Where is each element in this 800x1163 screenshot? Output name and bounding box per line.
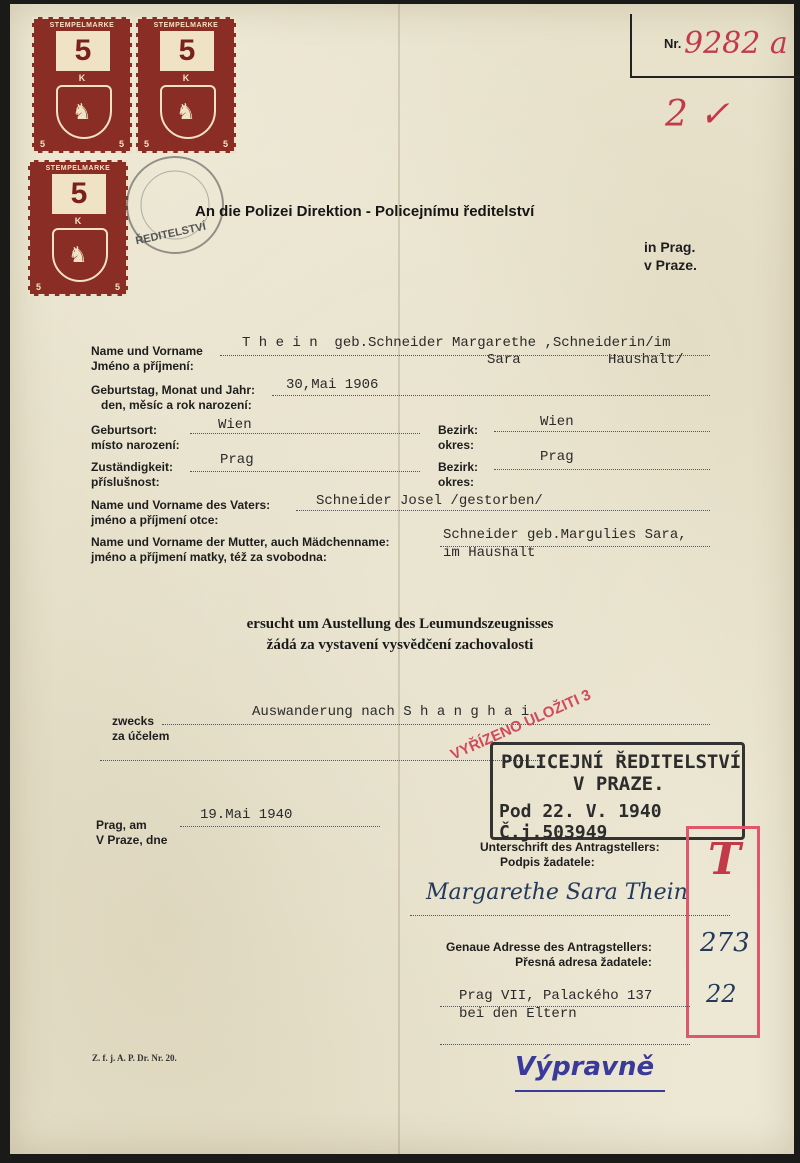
name-label [91, 344, 203, 374]
fold-line [398, 4, 400, 1154]
place-district-cz: okres: [438, 438, 475, 452]
request-heading [150, 616, 650, 654]
stamp-corner: 5 [144, 139, 150, 149]
mother-label [91, 535, 390, 565]
date-line [180, 826, 380, 827]
domicile-label [91, 460, 173, 490]
address-label [446, 940, 652, 970]
revenue-stamp [28, 160, 128, 296]
birth-line [272, 395, 710, 396]
stamp-top-text: STEMPELMARKE [49, 22, 115, 29]
signature-line [410, 915, 730, 916]
purpose-label-de: zwecks [112, 714, 155, 728]
birth-value: 30,Mai 1906 [286, 377, 379, 393]
mother-label-cz: jméno a příjmení matky, též za svobodna: [91, 550, 327, 564]
father-label [91, 498, 270, 528]
page-title: An die Polizei Direktion - Policejnímu ředitelství [195, 203, 535, 220]
stamp-top-text: STEMPELMARKE [45, 165, 111, 172]
nr-label: Nr. [664, 36, 682, 51]
name-value-3: Haushalt/ [608, 352, 684, 368]
domicile-district-de: Bezirk: [438, 460, 479, 474]
police-stamp-line2: V PRAZE. [573, 773, 665, 795]
stamp-value: 5 [52, 174, 106, 214]
place-label-de: Geburtsort: [91, 423, 157, 437]
birth-label-de: Geburtstag, Monat und Jahr: [91, 383, 256, 397]
red-stamp: VYŘÍZENO ULOŽITI 3 [448, 686, 594, 764]
revenue-stamp [32, 17, 132, 153]
birth-label-cz: den, měsíc a rok narození: [101, 398, 252, 412]
vypravne-stamp: Výpravně [515, 1052, 655, 1082]
mother-line [440, 546, 710, 547]
address-line [440, 1006, 690, 1007]
nr-value: 9282 a [684, 26, 788, 61]
domicile-label-cz: příslušnost: [91, 475, 160, 489]
red-mark-number-2: 22 [706, 980, 737, 1008]
domicile-district-line [494, 469, 710, 470]
name-value-2: Sara [487, 352, 521, 368]
name-line [220, 355, 710, 356]
domicile-district-value: Prag [540, 449, 574, 465]
signature-label [480, 840, 660, 870]
revenue-stamp [136, 17, 236, 153]
domicile-label-de: Zuständigkeit: [91, 460, 174, 474]
stamp-corner: 5 [118, 139, 124, 149]
domicile-district-label [438, 460, 478, 490]
red-mark-number: 273 [700, 928, 750, 958]
vypravne-underline [515, 1090, 665, 1092]
city-cz: v Praze. [644, 257, 697, 273]
city-de: in Prag. [644, 239, 696, 255]
lion-shield-icon: ♞ [56, 85, 112, 139]
place-district-label [438, 423, 478, 453]
red-mark-t: T [708, 834, 741, 885]
address-value-2: bei den Eltern [459, 1006, 577, 1022]
place-label [91, 423, 180, 453]
place-value: Wien [218, 417, 252, 433]
round-stamp-text: ŘEDITELSTVÍ [134, 220, 207, 248]
place-label-cz: místo narození: [91, 438, 180, 452]
father-label-de: Name und Vorname des Vaters: [91, 498, 271, 512]
stamp-corner: 5 [114, 282, 120, 292]
place-line [190, 433, 420, 434]
date-label-cz: V Praze, dne [96, 833, 168, 847]
domicile-line [190, 471, 420, 472]
name-value: T h e i n geb.Schneider Margarethe ,Schneiderin/im [242, 335, 671, 351]
purpose-line-2 [100, 760, 540, 761]
request-de: ersucht um Austellung des Leumundszeugnisses [246, 616, 554, 632]
domicile-district-cz: okres: [438, 475, 475, 489]
form-number: Z. f. j. A. P. Dr. Nr. 20. [92, 1053, 177, 1063]
stamp-unit: K [182, 73, 190, 83]
place-district-value: Wien [540, 414, 574, 430]
purpose-value: Auswanderung nach S h a n g h a i [252, 704, 530, 720]
mother-value: Schneider geb.Margulies Sara, [443, 527, 687, 543]
address-label-de: Genaue Adresse des Antragstellers: [446, 940, 652, 954]
police-stamp-line1: POLICEJNÍ ŘEDITELSTVÍ [501, 751, 742, 773]
address-label-cz: Přesná adresa žadatele: [515, 955, 652, 969]
name-label-cz: Jméno a příjmení: [91, 359, 194, 373]
lion-shield-icon: ♞ [52, 228, 108, 282]
purpose-label-cz: za účelem [112, 729, 170, 743]
stamp-corner: 5 [40, 139, 46, 149]
request-cz: žádá za vystavení vysvědčení zachovalosti [266, 637, 534, 653]
mother-value-2: im Haushalt [443, 545, 536, 561]
father-value: Schneider Josel /gestorben/ [316, 493, 543, 509]
stamp-value: 5 [56, 31, 110, 71]
date-label [96, 818, 167, 848]
father-label-cz: jméno a příjmení otce: [91, 513, 219, 527]
address-line-2 [440, 1044, 690, 1045]
date-value: 19.Mai 1940 [200, 807, 293, 823]
signature-label-de: Unterschrift des Antragstellers: [480, 840, 660, 854]
stamp-value: 5 [160, 31, 214, 71]
domicile-value: Prag [220, 452, 254, 468]
stamp-corner: 5 [36, 282, 42, 292]
nr-check-mark: 2 ✓ [665, 94, 730, 135]
stamp-corner: 5 [222, 139, 228, 149]
birth-label [91, 383, 255, 413]
purpose-label [112, 714, 169, 744]
date-label-de: Prag, am [96, 818, 147, 832]
signature-label-cz: Podpis žadatele: [500, 855, 595, 869]
number-box [630, 14, 800, 78]
stamp-top-text: STEMPELMARKE [153, 22, 219, 29]
place-district-line [494, 431, 710, 432]
father-line [296, 510, 710, 511]
stamp-unit: K [78, 73, 86, 83]
city-block [644, 238, 697, 274]
name-label-de: Name und Vorname [91, 344, 203, 358]
place-district-de: Bezirk: [438, 423, 479, 437]
signature: Margarethe Sara Thein [426, 880, 688, 905]
lion-shield-icon: ♞ [160, 85, 216, 139]
stamp-unit: K [74, 216, 82, 226]
mother-label-de: Name und Vorname der Mutter, auch Mädchenname: [91, 535, 390, 549]
police-stamp-line3: Pod 22. V. 1940 Č.j.503949 [499, 801, 662, 843]
address-value: Prag VII, Palackého 137 [459, 988, 653, 1004]
purpose-line [162, 724, 710, 725]
